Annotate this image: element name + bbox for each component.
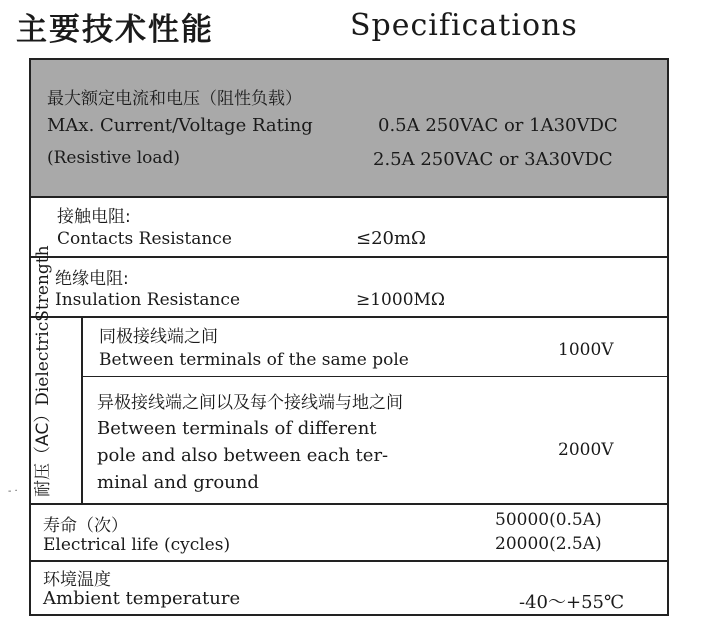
- divider: [31, 503, 667, 505]
- insulation-label-cn: 绝缘电阻:: [55, 269, 129, 289]
- same-pole-label-en: Between terminals of the same pole: [99, 350, 409, 370]
- diff-pole-label-en-2: pole and also between each ter-: [97, 445, 389, 466]
- diff-pole-label-en-1: Between terminals of different: [97, 418, 377, 439]
- insulation-label-en: Insulation Resistance: [55, 290, 241, 310]
- dielectric-side-label-en: DielectricStrength: [33, 245, 53, 406]
- title-english: Specifications: [350, 8, 578, 43]
- rating-label-cn: 最大额定电流和电压（阻性负载）: [47, 89, 302, 109]
- dielectric-side-label-cn: 耐压（AC）: [33, 405, 53, 497]
- life-value-1: 50000(0.5A): [495, 510, 602, 530]
- temperature-value: -40～+55℃: [519, 592, 625, 613]
- divider: [31, 256, 667, 258]
- contact-label-cn: 接触电阻:: [57, 207, 131, 227]
- dielectric-side-label: [31, 245, 56, 497]
- rating-label-en2: (Resistive load): [47, 148, 181, 168]
- contact-label-en: Contacts Resistance: [57, 229, 232, 249]
- temperature-label-en: Ambient temperature: [43, 588, 241, 609]
- rating-label-en: MAx. Current/Voltage Rating: [47, 115, 313, 136]
- same-pole-value: 1000V: [558, 340, 614, 360]
- rating-value-2: 2.5A 250VAC or 3A30VDC: [373, 149, 613, 170]
- divider: [31, 316, 667, 318]
- spec-table: [29, 58, 669, 616]
- same-pole-label-cn: 同极接线端之间: [99, 327, 218, 347]
- dielectric-divider: [81, 316, 83, 503]
- rating-value-1: 0.5A 250VAC or 1A30VDC: [378, 115, 618, 136]
- life-value-2: 20000(2.5A): [495, 534, 602, 554]
- title-chinese: 主要技术性能: [16, 12, 214, 48]
- insulation-value: ≥1000MΩ: [356, 290, 446, 310]
- divider: [31, 560, 667, 562]
- margin-mark: - ·: [8, 486, 18, 497]
- life-label-cn: 寿命（次）: [43, 516, 128, 536]
- life-label-en: Electrical life (cycles): [43, 535, 231, 555]
- divider: [81, 376, 667, 377]
- contact-value: ≤20mΩ: [356, 228, 426, 249]
- diff-pole-label-cn: 异极接线端之间以及每个接线端与地之间: [97, 393, 403, 413]
- divider: [31, 196, 667, 198]
- temperature-label-cn: 环境温度: [43, 570, 111, 590]
- diff-pole-value: 2000V: [558, 440, 614, 460]
- diff-pole-label-en-3: minal and ground: [97, 472, 259, 493]
